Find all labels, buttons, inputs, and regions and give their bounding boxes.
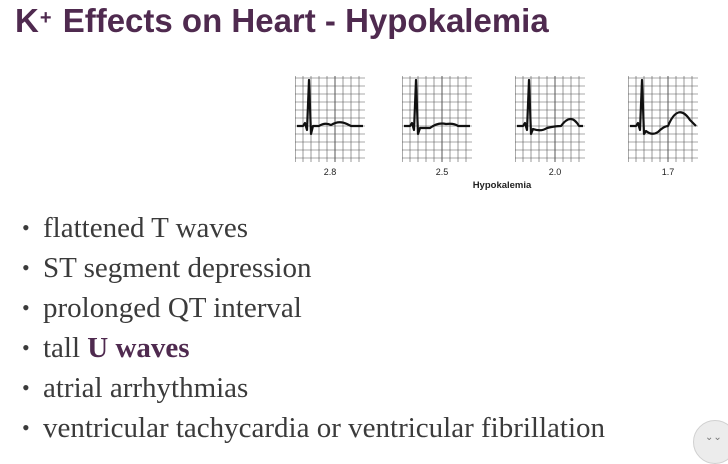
list-item — [22, 288, 605, 328]
list-item — [22, 368, 605, 408]
collapse-icon: ⌄⌄ — [705, 432, 722, 443]
ecg-figure — [290, 76, 720, 198]
bullet-text: ventricular tachycardia or ventricular fibrillation — [43, 412, 606, 444]
ecg-strip — [295, 76, 365, 162]
ecg-panel — [402, 76, 472, 162]
ecg-strip — [515, 76, 585, 162]
bullet-dot: • — [22, 375, 30, 400]
bullet-text: tall — [43, 332, 88, 364]
ecg-panel — [295, 76, 365, 162]
list-item — [22, 208, 605, 248]
ecg-panel-value: 2.5 — [435, 167, 449, 177]
title-superscript: + — [39, 7, 52, 29]
title-prefix: K — [15, 2, 39, 39]
slide-title — [15, 1, 549, 41]
ecg-caption: Hypokalemia — [472, 180, 532, 191]
bullet-dot: • — [22, 335, 30, 360]
list-item — [22, 248, 605, 288]
bullet-dot: • — [22, 295, 30, 320]
ecg-strip — [402, 76, 472, 162]
ecg-panel-value: 1.7 — [661, 167, 675, 177]
bullet-text: atrial arrhythmias — [43, 372, 249, 404]
ecg-panel-value: 2.0 — [548, 167, 562, 177]
collapse-button[interactable] — [693, 420, 728, 464]
bullet-text: prolonged QT interval — [43, 292, 302, 324]
bullet-text: ST segment depression — [43, 252, 312, 284]
list-item — [22, 328, 605, 368]
bullet-list — [22, 208, 605, 448]
bullet-text: flattened T waves — [43, 212, 249, 244]
title-rest: Effects on Heart - Hypokalemia — [53, 2, 549, 39]
ecg-strip — [628, 76, 698, 162]
list-item — [22, 408, 605, 448]
ecg-panel — [515, 76, 585, 162]
bullet-dot: • — [22, 415, 30, 440]
bullet-dot: • — [22, 255, 30, 280]
bullet-emphasis: U waves — [87, 332, 190, 364]
ecg-panel-value: 2.8 — [323, 167, 337, 177]
bullet-dot: • — [22, 215, 30, 240]
ecg-panel — [628, 76, 698, 162]
